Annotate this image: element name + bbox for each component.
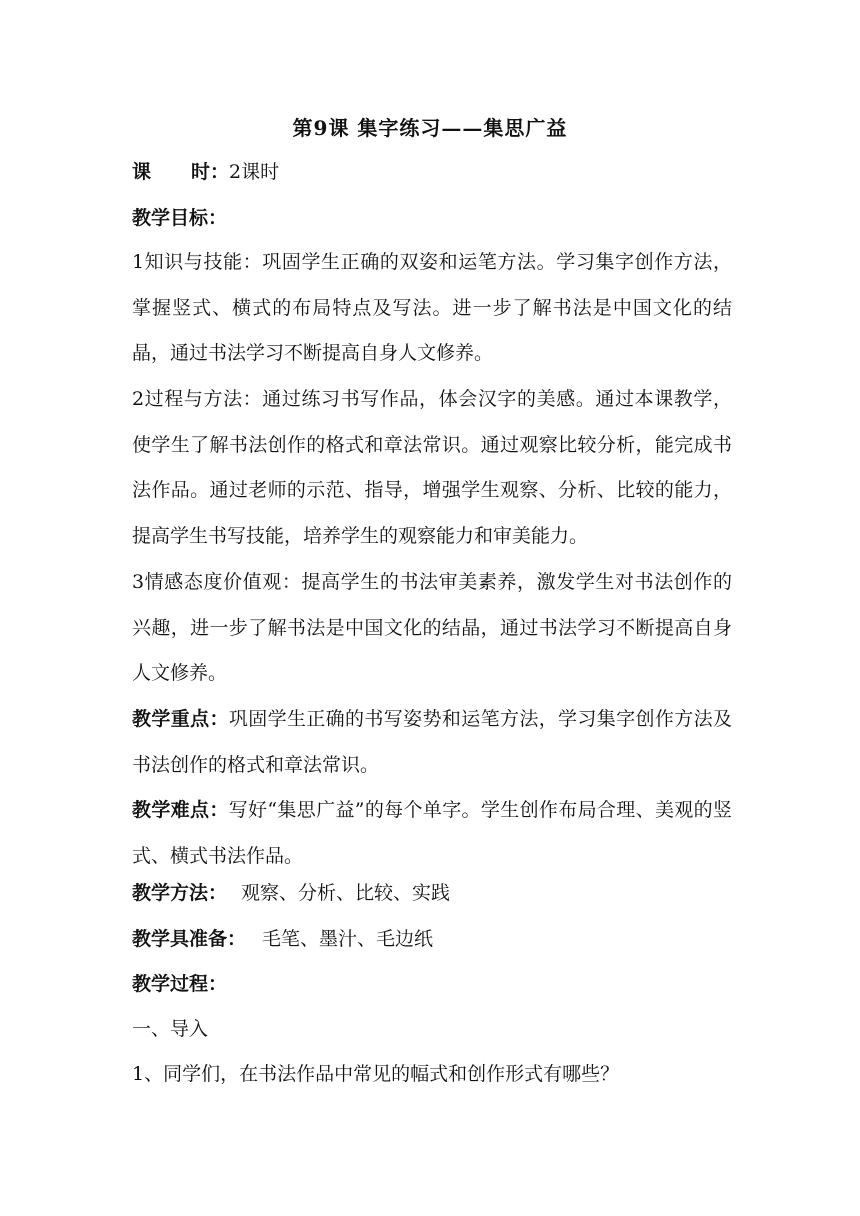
key-points-paragraph (132, 697, 732, 788)
methods-line (132, 877, 732, 909)
difficulties-text: 写好“集思广益”的每个单字。学生创作布局合理、美观的竖式、横式书法作品。 (132, 799, 732, 867)
class-hours-line (132, 156, 732, 188)
key-points-label: 教学重点： (132, 708, 229, 730)
process-heading: 教学过程： (132, 973, 228, 995)
intro-question-1: 1、同学们，在书法作品中常见的幅式和创作形式有哪些？ (132, 1063, 620, 1085)
methods-label: 教学方法： (132, 882, 228, 904)
objectives-heading: 教学目标： (132, 207, 228, 229)
methods-text: 观察、分析、比较、实践 (241, 882, 451, 904)
tools-text: 毛笔、墨汁、毛边纸 (262, 928, 434, 950)
objective-emotion-values: 3情感态度价值观：提高学生的书法审美素养，激发学生对书法创作的兴趣，进一步了解书法是中国文化的结晶，通过书法学习不断提高自身人文修养。 (132, 571, 732, 684)
page-title: 第9课 集字练习——集思广益 (292, 116, 568, 140)
difficulties-paragraph (132, 788, 732, 879)
tools-line (132, 923, 732, 955)
objective-knowledge-skills: 1知识与技能：巩固学生正确的双姿和运笔方法。学习集字创作方法，掌握竖式、横式的布局特点及写法。进一步了解书法是中国文化的结晶，通过书法学习不断提高自身人文修养。 (132, 251, 732, 364)
tools-label: 教学具准备： (132, 928, 247, 950)
objective-process-methods: 2过程与方法：通过练习书写作品，体会汉字的美感。通过本课教学，使学生了解书法创作的格式和章法常识。通过观察比较分析，能完成书法作品。通过老师的示范、指导，增强学生观察、分析、比较的能力，提高学生书写技能，培养学生的观察能力和审美能力。 (132, 388, 732, 547)
section-intro-heading: 一、导入 (132, 1018, 209, 1040)
class-hours-value: 2课时 (229, 161, 280, 183)
class-hours-label-b: 时： (191, 161, 230, 183)
class-hours-label-a: 课 (132, 161, 152, 183)
difficulties-label: 教学难点： (132, 799, 229, 821)
key-points-text: 巩固学生正确的书写姿势和运笔方法，学习集字创作方法及书法创作的格式和章法常识。 (132, 708, 732, 776)
